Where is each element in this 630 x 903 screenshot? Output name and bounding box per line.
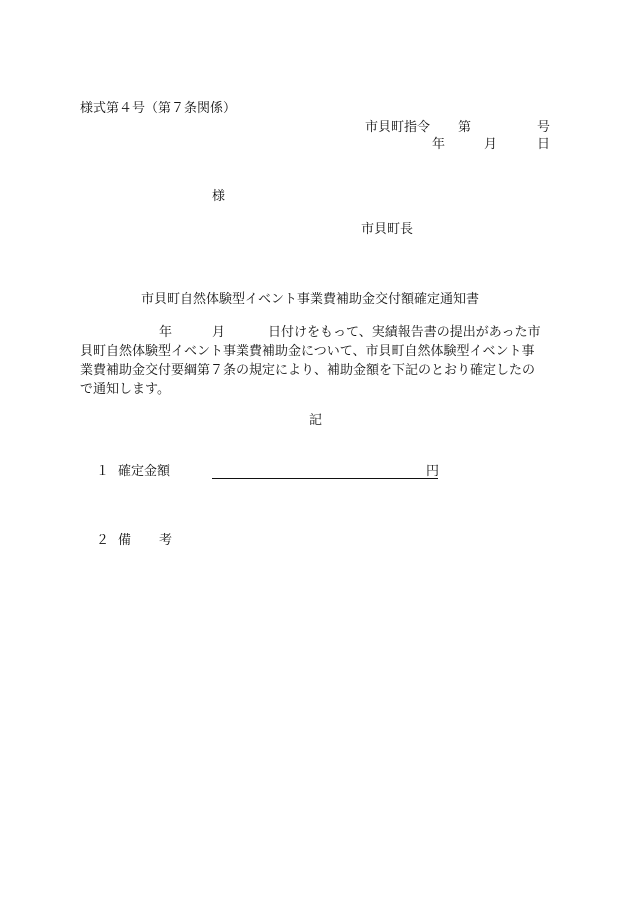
body-line-4: で通知します。 <box>80 382 170 397</box>
addressee-honorific: 様 <box>212 189 226 204</box>
reference-gou: 号 <box>537 120 551 135</box>
item1-label: 確定金額 <box>118 464 171 479</box>
date-month-label: 月 <box>484 137 498 152</box>
body-date-year: 年 <box>159 325 173 340</box>
date-year-label: 年 <box>432 137 446 152</box>
date-day-label: 日 <box>537 137 551 152</box>
reference-city-directive: 市貝町指令 <box>365 120 431 135</box>
item1-unit: 円 <box>426 464 440 479</box>
body-line-3: 業費補助金交付要綱第７条の規定により、補助金額を下記のとおり確定したの <box>80 363 536 378</box>
issuer-mayor: 市貝町長 <box>361 222 414 237</box>
document-title: 市貝町自然体験型イベント事業費補助金交付額確定通知書 <box>141 292 480 307</box>
body-line-1: 日付けをもって、実績報告書の提出があった市 <box>268 325 541 340</box>
item2-number: ２ <box>96 533 110 548</box>
form-label: 様式第４号（第７条関係） <box>80 101 237 116</box>
item1-number: １ <box>96 464 110 479</box>
item2-label-a: 備 <box>118 533 132 548</box>
ki-heading: 記 <box>309 413 323 428</box>
body-line-2: 貝町自然体験型イベント事業費補助金について、市貝町自然体験型イベント事 <box>80 344 535 359</box>
body-date-month: 月 <box>212 325 226 340</box>
item2-label-b: 考 <box>159 533 173 548</box>
amount-underline <box>212 478 438 479</box>
reference-dai: 第 <box>458 120 472 135</box>
